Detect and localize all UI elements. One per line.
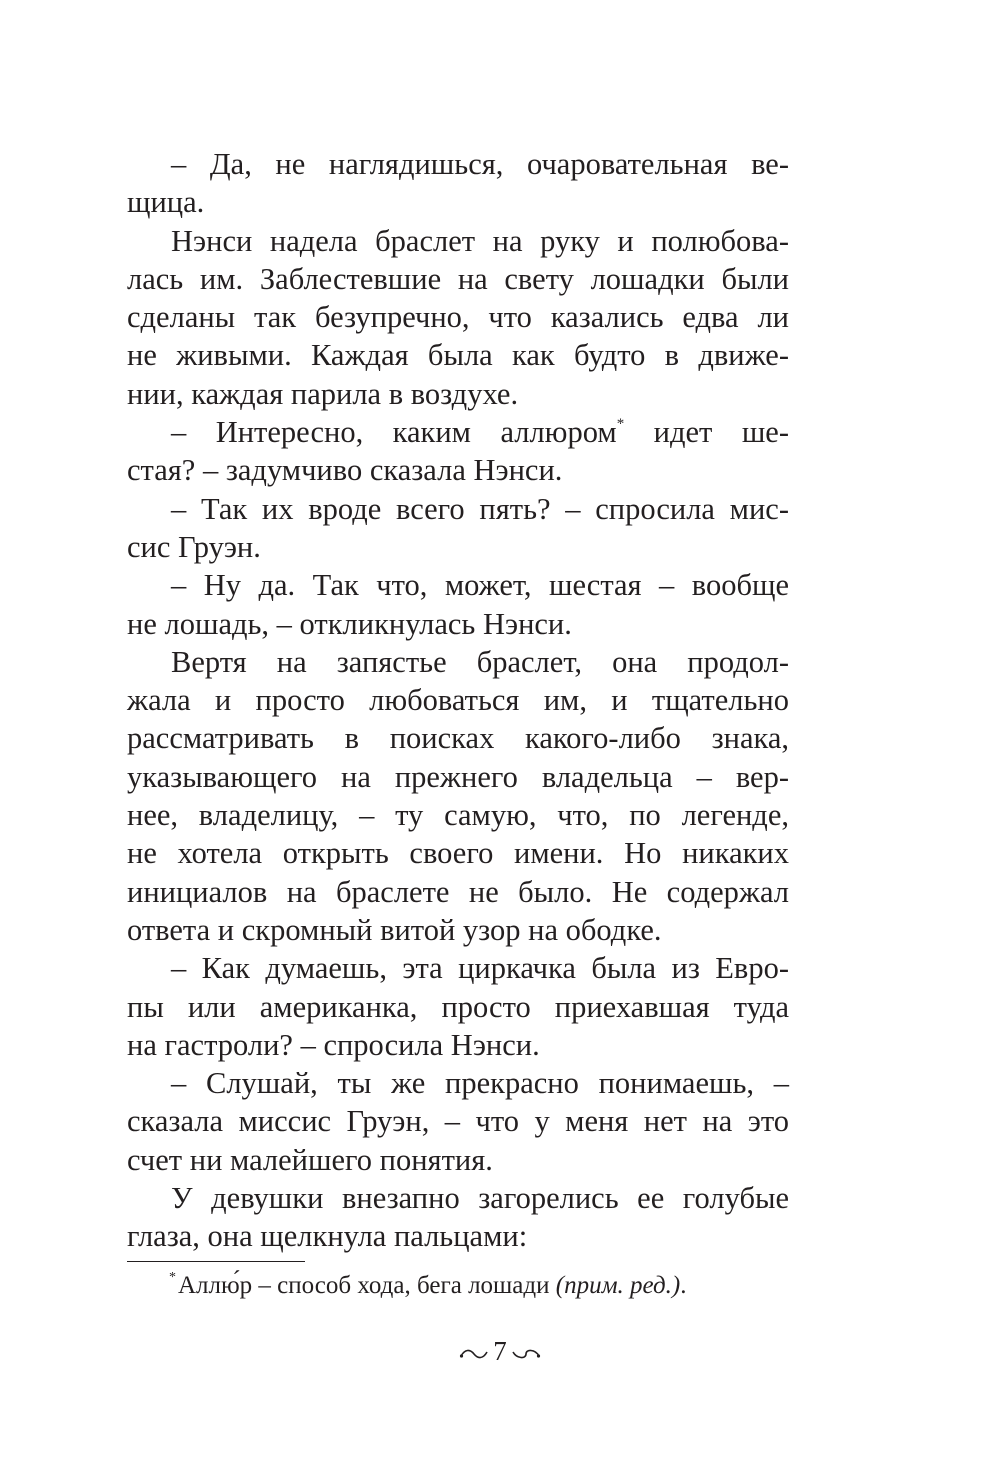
page-number-text: 7 [493, 1336, 507, 1366]
text-line [127, 796, 789, 834]
text-line-content: – Так их вроде всего пять? – спросила мис- [171, 491, 789, 526]
text-line [127, 1102, 789, 1140]
text-line [127, 988, 789, 1026]
text-line [127, 911, 789, 949]
text-line [127, 758, 789, 796]
text-line-content: счет ни малейшего понятия. [127, 1142, 493, 1177]
text-line [127, 375, 789, 413]
text-line [127, 834, 789, 872]
text-line-content: лась им. Заблестевшие на свету лошадки были [127, 261, 789, 296]
text-line-content: рассматривать в поисках какого-либо знака, [127, 721, 789, 756]
text-line [127, 1217, 789, 1255]
text-line [127, 528, 789, 566]
footnote [169, 1270, 686, 1302]
text-line [127, 873, 789, 911]
text-line-content: сказала миссис Груэн, – что у меня нет на это [127, 1104, 789, 1139]
page-number [0, 1335, 1000, 1367]
swash-right-ornament [511, 1347, 541, 1361]
text-line-content: нее, владелицу, – ту самую, что, по легенде, [127, 798, 789, 833]
text-line [127, 222, 789, 260]
text-line [127, 949, 789, 987]
text-line-content: – Да, не наглядишься, очаровательная ве- [171, 147, 789, 181]
text-line-content: глаза, она щелкнула пальцами: [127, 1219, 528, 1254]
text-line-content: – Слушай, ты же прекрасно понимаешь, – [171, 1066, 789, 1101]
text-line-content: – Как думаешь, эта циркачка была из Евро- [171, 951, 789, 986]
footnote-italic: (прим. ред.) [555, 1272, 681, 1299]
swash-left-ornament [459, 1347, 489, 1361]
text-line-content: не хотела открыть своего имени. Но никаких [127, 836, 789, 871]
text-line [127, 260, 789, 298]
text-line-content: пы или американка, просто приехавшая туда [127, 989, 789, 1024]
text-line [127, 1064, 789, 1102]
text-line [127, 643, 789, 681]
text-line-content: на гастроли? – спросила Нэнси. [127, 1027, 540, 1062]
footnote-end: . [680, 1272, 687, 1299]
text-line [127, 719, 789, 757]
text-line [127, 566, 789, 604]
text-line-content: Нэнси надела браслет на руку и полюбова- [171, 223, 789, 258]
footnote-separator [127, 1261, 305, 1262]
text-line [127, 183, 789, 221]
text-line [127, 336, 789, 374]
text-line-content: Вертя на запястье браслет, она продол- [171, 644, 789, 679]
text-line-content: ответа и скромный витой узор на ободке. [127, 912, 662, 947]
text-line [127, 1141, 789, 1179]
body-text [127, 145, 789, 1256]
footnote-mark: * [169, 1270, 176, 1285]
text-line-content: жала и просто любоваться им, и тщательно [127, 683, 789, 718]
text-line-content: нии, каждая парила в воздухе. [127, 376, 519, 411]
text-line-content: сделаны так безупречно, что казались едва ли [127, 300, 789, 335]
text-line [127, 1179, 789, 1217]
text-line-content: – Ну да. Так что, может, шестая – вообще [171, 568, 789, 603]
footnote-text: Аллю́р – способ хода, бега лошади [178, 1272, 556, 1299]
text-line-content: – Интересно, каким аллюром [171, 415, 617, 450]
text-line-content: не лошадь, – откликнулась Нэнси. [127, 606, 572, 641]
text-line [127, 451, 789, 489]
footnote-reference: * [616, 416, 625, 433]
text-line-content: указывающего на прежнего владельца – вер- [127, 759, 789, 794]
text-line-content: инициалов на браслете не было. Не содержал [127, 874, 789, 909]
text-line [127, 413, 789, 451]
text-line [127, 298, 789, 336]
text-line-content: сис Груэн. [127, 529, 261, 564]
text-line [127, 681, 789, 719]
text-line-content: У девушки внезапно загорелись ее голубые [171, 1181, 789, 1216]
text-line-continuation: идет ше- [624, 415, 789, 450]
text-line [127, 490, 789, 528]
text-line-content: не живыми. Каждая была как будто в движе- [127, 338, 789, 373]
text-line-content: щица. [127, 185, 205, 220]
text-line [127, 605, 789, 643]
text-line [127, 145, 789, 183]
text-line [127, 1026, 789, 1064]
text-line-content: стая? – задумчиво сказала Нэнси. [127, 453, 563, 488]
